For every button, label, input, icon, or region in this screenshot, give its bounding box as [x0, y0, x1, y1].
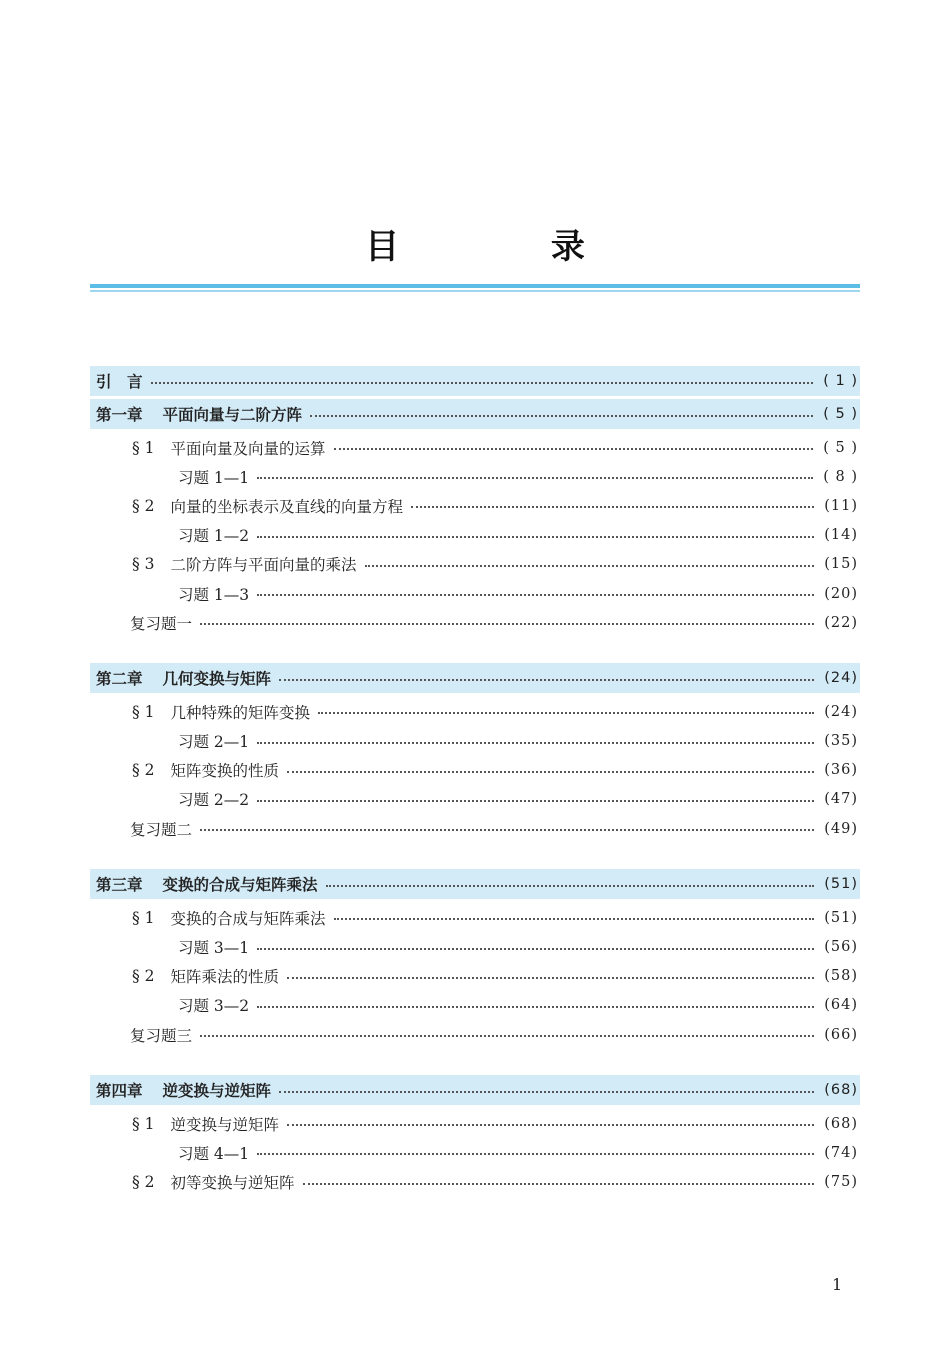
leader-dots [365, 565, 815, 567]
leader-dots [257, 594, 814, 596]
section-title: 二阶方阵与平面向量的乘法 [170, 556, 357, 575]
toc-exercise-row[interactable] [90, 521, 860, 550]
toc-chapter-row[interactable] [90, 663, 860, 693]
toc-section-row[interactable] [90, 550, 860, 579]
page-ref: (64) [824, 997, 858, 1014]
leader-dots [287, 1124, 814, 1126]
leader-dots [326, 885, 815, 887]
page-ref: (35) [824, 733, 858, 750]
leader-dots [257, 1006, 814, 1008]
review-title: 复习题三 [130, 1026, 193, 1045]
section-number: § 2 [132, 761, 155, 780]
page-ref: (68) [824, 1082, 858, 1099]
page-ref: ( 5 ) [823, 406, 858, 422]
page-ref: (58) [824, 968, 858, 985]
toc-review-row[interactable] [90, 608, 860, 637]
exercise-title: 习题 3—2 [178, 997, 250, 1016]
section-number: § 3 [132, 555, 155, 574]
toc-exercise-row[interactable] [90, 462, 860, 491]
section-title: 逆变换与逆矩阵 [170, 1115, 280, 1134]
toc-exercise-row[interactable] [90, 579, 860, 608]
leader-dots [257, 800, 814, 802]
leader-dots [310, 415, 813, 417]
toc-review-row[interactable] [90, 814, 860, 843]
section-title: 平面向量及向量的运算 [170, 439, 326, 458]
leader-dots [257, 948, 814, 950]
section-number: § 2 [132, 967, 155, 986]
exercise-title: 习题 1—1 [178, 468, 250, 487]
exercise-title: 习题 4—1 [178, 1144, 250, 1163]
title-rule [90, 284, 860, 288]
page-ref: (56) [824, 939, 858, 956]
page-ref: (51) [824, 909, 858, 926]
section-number: § 1 [132, 908, 155, 927]
page-ref: (24) [824, 670, 858, 687]
chapter-title: 平面向量与二阶方阵 [162, 406, 303, 424]
section-number: § 2 [132, 1173, 155, 1192]
spacer [90, 1049, 860, 1075]
exercise-title: 习题 2—1 [178, 733, 250, 752]
section-number: § 2 [132, 496, 155, 515]
toc-exercise-row[interactable] [90, 932, 860, 961]
leader-dots [303, 1183, 815, 1185]
leader-dots [287, 977, 814, 979]
page-ref: (36) [824, 762, 858, 779]
leader-dots [279, 1091, 814, 1093]
chapter-title: 逆变换与逆矩阵 [162, 1082, 272, 1101]
chapter-title: 变换的合成与矩阵乘法 [162, 876, 318, 895]
leader-dots [200, 829, 814, 831]
table-of-contents [90, 366, 860, 1197]
page-ref: (68) [824, 1115, 858, 1132]
intro-label: 引 言 [96, 373, 143, 391]
toc-chapter-row[interactable] [90, 399, 860, 429]
toc-section-row[interactable] [90, 491, 860, 520]
toc-section-row[interactable] [90, 962, 860, 991]
leader-dots [200, 623, 814, 625]
page-ref: (24) [824, 703, 858, 720]
leader-dots [318, 712, 814, 714]
chapter-label: 第四章 [96, 1082, 143, 1101]
section-title: 初等变换与逆矩阵 [170, 1174, 295, 1193]
toc-section-row[interactable] [90, 433, 860, 462]
chapter-label: 第一章 [96, 406, 143, 424]
exercise-title: 习题 1—2 [178, 527, 250, 546]
section-title: 向量的坐标表示及直线的向量方程 [170, 497, 404, 516]
leader-dots [200, 1035, 814, 1037]
toc-intro-row[interactable] [90, 366, 860, 396]
page-ref: (49) [824, 820, 858, 837]
toc-section-row[interactable] [90, 697, 860, 726]
toc-review-row[interactable] [90, 1020, 860, 1049]
section-title: 几种特殊的矩阵变换 [170, 703, 311, 722]
leader-dots [287, 771, 814, 773]
page-ref: ( 8 ) [823, 468, 858, 485]
page-ref: (66) [824, 1026, 858, 1043]
page-ref: (75) [824, 1174, 858, 1191]
page-ref: (11) [824, 497, 858, 514]
toc-chapter-row[interactable] [90, 869, 860, 899]
page-ref: (15) [824, 556, 858, 573]
leader-dots [151, 382, 814, 384]
page-ref: (20) [824, 585, 858, 602]
leader-dots [257, 536, 814, 538]
leader-dots [257, 1153, 814, 1155]
spacer [90, 637, 860, 663]
spacer [90, 843, 860, 869]
leader-dots [334, 918, 815, 920]
section-title: 矩阵变换的性质 [170, 762, 280, 781]
page-ref: (47) [824, 791, 858, 808]
leader-dots [334, 448, 814, 450]
toc-exercise-row[interactable] [90, 727, 860, 756]
exercise-title: 习题 3—1 [178, 939, 250, 958]
chapter-title: 几何变换与矩阵 [162, 670, 272, 689]
section-number: § 1 [132, 438, 155, 457]
toc-exercise-row[interactable] [90, 991, 860, 1020]
page-ref: (51) [824, 876, 858, 893]
section-number: § 1 [132, 702, 155, 721]
toc-exercise-row[interactable] [90, 1138, 860, 1167]
toc-section-row[interactable] [90, 903, 860, 932]
section-title: 变换的合成与矩阵乘法 [170, 909, 326, 928]
page-ref: ( 5 ) [823, 439, 858, 456]
review-title: 复习题二 [130, 820, 193, 839]
page-ref: (14) [824, 527, 858, 544]
exercise-title: 习题 2—2 [178, 791, 250, 810]
toc-section-row[interactable] [90, 1168, 860, 1197]
leader-dots [279, 679, 814, 681]
toc-section-row[interactable] [90, 1109, 860, 1138]
page-ref: (74) [824, 1144, 858, 1161]
toc-section-row[interactable] [90, 756, 860, 785]
title-rule-thin [90, 290, 860, 292]
leader-dots [257, 477, 813, 479]
section-title: 矩阵乘法的性质 [170, 968, 280, 987]
section-number: § 1 [132, 1114, 155, 1133]
review-title: 复习题一 [130, 614, 193, 633]
toc-chapter-row[interactable] [90, 1075, 860, 1105]
leader-dots [411, 506, 814, 508]
chapter-label: 第二章 [96, 670, 143, 689]
page-number: 1 [832, 1275, 843, 1294]
page-ref: ( 1 ) [823, 373, 858, 389]
leader-dots [257, 742, 814, 744]
chapter-label: 第三章 [96, 876, 143, 895]
toc-exercise-row[interactable] [90, 785, 860, 814]
exercise-title: 习题 1—3 [178, 585, 250, 604]
page-title: 目 录 [365, 227, 655, 267]
page-ref: (22) [824, 614, 858, 631]
